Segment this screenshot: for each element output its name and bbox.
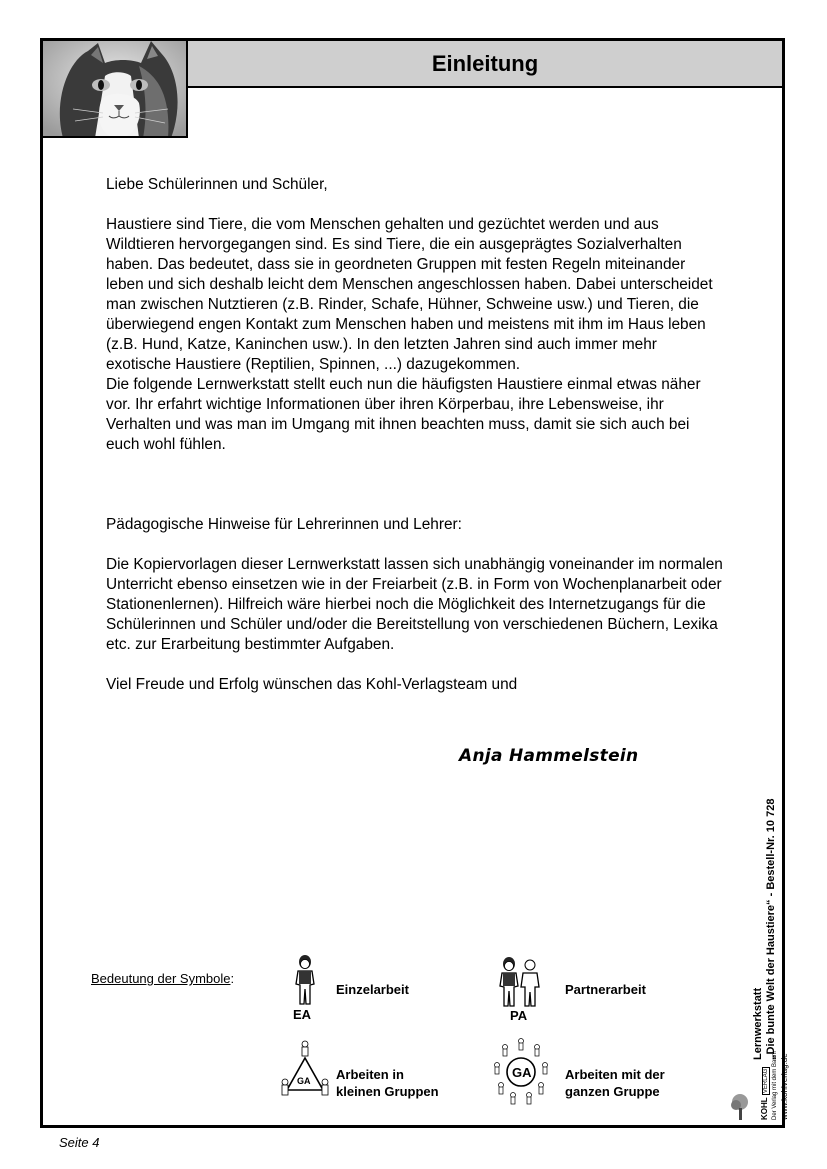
body-text: [106, 175, 726, 715]
sidebar-line1: Lernwerkstatt: [752, 987, 764, 1060]
sidebar-vertical-text: [752, 799, 778, 1060]
brand-tagline: Der Verlag mit dem Baum: [772, 1051, 778, 1120]
ga-whole-label-line2: ganzen Gruppe: [565, 1084, 660, 1099]
ga-small-label-line1: Arbeiten in: [336, 1067, 404, 1082]
intro-paragraph-1: Haustiere sind Tiere, die vom Menschen gehalten und gezüchtet werden und aus Wildtieren hervorgegangen sind. Es sind Tiere, die ein ausgeprägtes Sozialverhalten haben. Das bedeutet, dass sie in geordneten Gruppen mit festen Regeln miteinander leben und sich deshalb leicht dem Menschen angeschlossen haben. Dabei unterscheidet man zwischen Nutztieren (z.B. Rinder, Schafe, Hühner, Schweine usw.) und Tieren, die überwiegend engen Kontakt zum Menschen haben und meistens mit ihm im Haus leben (z.B. Hund, Katze, Kaninchen usw.). In den letzten Jahren sind auch immer mehr exotische Haustiere (Reptilien, Spinnen, ...) dazugekommen.: [106, 216, 713, 373]
small-group-triangle-icon: [280, 1040, 330, 1098]
closing-line: Viel Freude und Erfolg wünschen das Kohl-Verlagsteam und: [106, 676, 518, 693]
cat-photo-icon: [43, 41, 188, 138]
ga-small-label-line2: kleinen Gruppen: [336, 1084, 439, 1099]
two-persons-icon: [497, 956, 543, 1008]
ea-label: Einzelarbeit: [336, 982, 409, 997]
title-bar: [188, 41, 782, 88]
sidebar-line2: „Die bunte Welt der Haustiere“ - Bestell-Nr. 10 728: [765, 798, 777, 1060]
brand-name: [760, 1051, 771, 1120]
brand-verlag: VERLAG: [763, 1068, 769, 1094]
brand-kohl: KOHL: [760, 1097, 769, 1120]
ea-code: EA: [293, 1007, 312, 1022]
ga-small-code: GA: [297, 1076, 311, 1086]
legend-title-text: Bedeutung der Symbole: [91, 971, 231, 986]
author-signature: Anja Hammelstein: [459, 746, 639, 766]
ga-whole-label: [565, 1066, 665, 1100]
ga-whole-code: GA: [512, 1065, 532, 1080]
pa-code: PA: [510, 1008, 528, 1023]
page-title: Einleitung: [431, 50, 539, 76]
brand-website: www.kohlverlag.de: [780, 1053, 789, 1120]
pa-label: Partnerarbeit: [565, 982, 646, 997]
teacher-paragraph: Die Kopiervorlagen dieser Lernwerkstatt lassen sich unabhängig voneinander im normalen Unterricht ebenso einsetzen wie in der Freiarbeit (z.B. in Form von Wochenplanarbeit oder Stationenlernen). Hilfreich wäre hierbei noch die Möglichkeit des Internetzugangs für die Schülerinnen und Schüler und/oder die Bereitstellung von verschiedenen Büchern, Lexika etc. zur Erarbeitung bestimmter Aufgaben.: [106, 556, 723, 653]
intro-paragraph-2: Die folgende Lernwerkstatt stellt euch nun die häufigsten Haustiere einmal etwas näher vor. Ihr erfahrt wichtige Informationen über ihren Körperbau, ihre Lebensweise, ihr Verhalten und was man im Umgang mit ihnen beachten muss, damit sie sich auch bei euch wohl fühlen.: [106, 376, 701, 453]
legend-title-colon: :: [230, 971, 235, 986]
teacher-heading: Pädagogische Hinweise für Lehrerinnen und Lehrer:: [106, 516, 462, 533]
page-number: Seite 4: [59, 1135, 100, 1150]
cat-photo-svg: [43, 41, 188, 138]
single-person-icon: [290, 954, 320, 1006]
brand-block: [760, 1051, 789, 1120]
ga-whole-label-line1: Arbeiten mit der: [565, 1067, 665, 1082]
greeting: Liebe Schülerinnen und Schüler,: [106, 176, 328, 193]
legend-title: [91, 971, 234, 986]
tree-logo-icon: [729, 1092, 751, 1122]
ga-small-label: [336, 1066, 439, 1100]
